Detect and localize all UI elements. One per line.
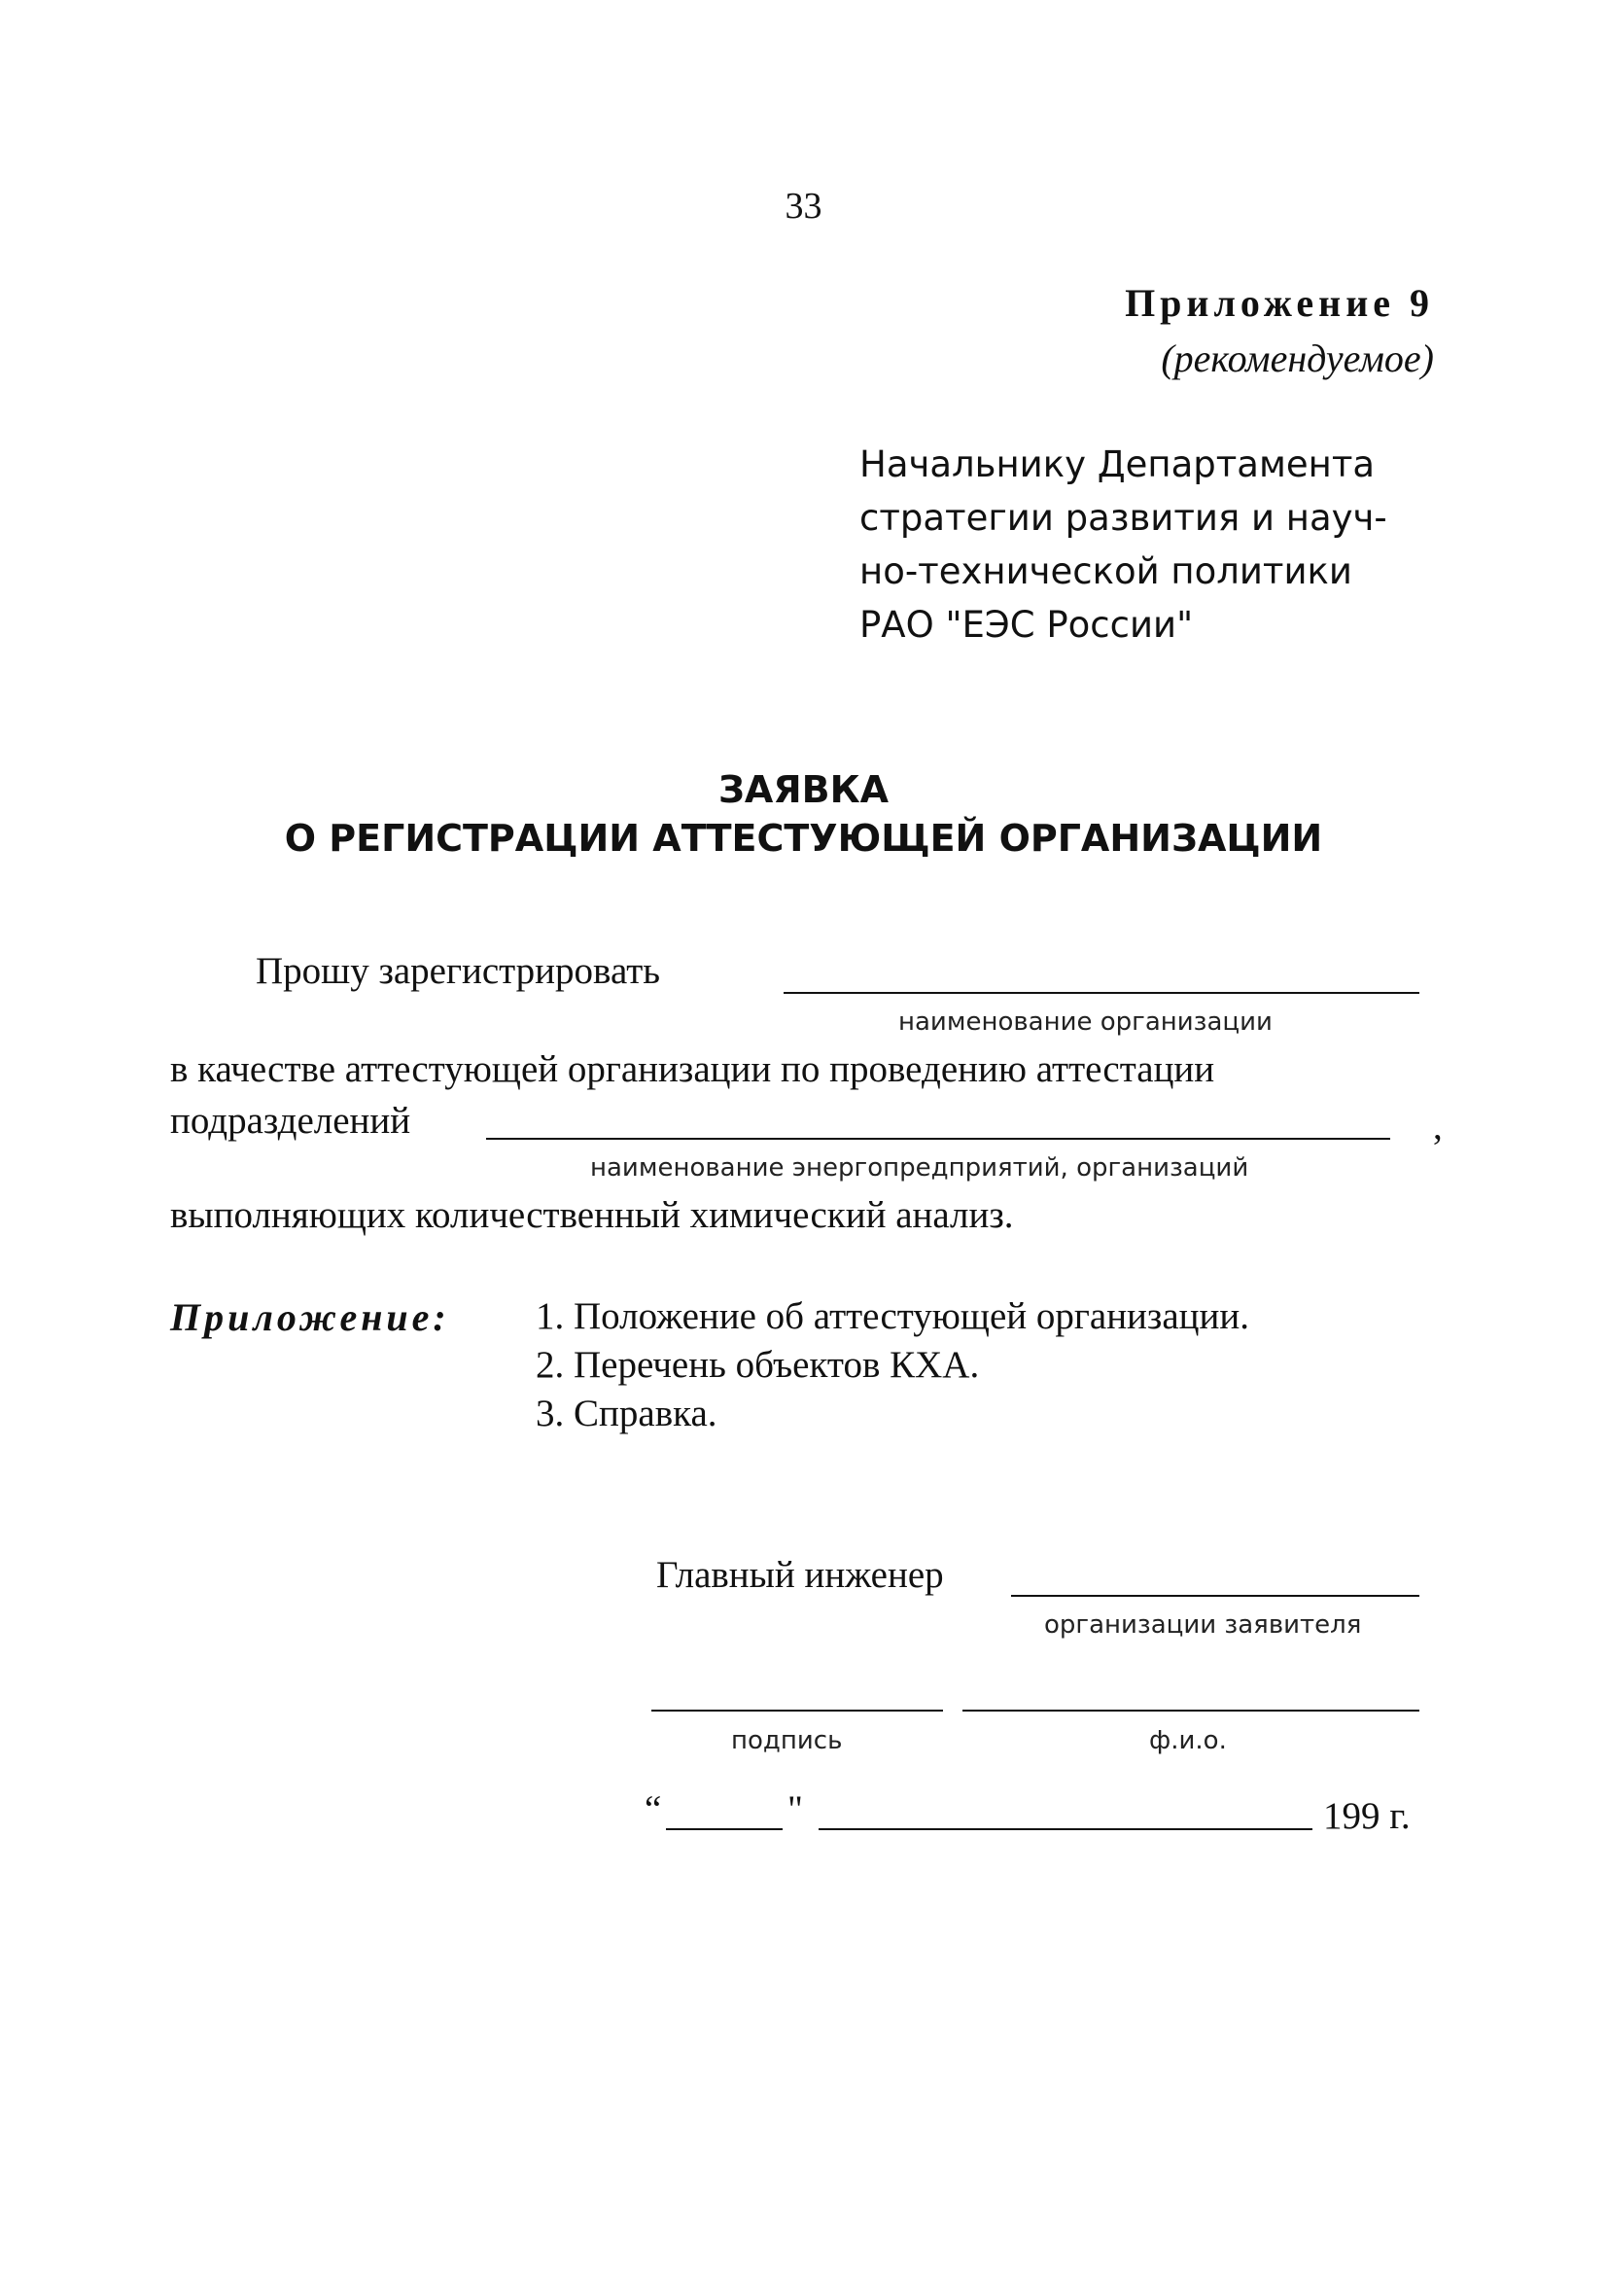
signature-caption: подпись: [731, 1726, 843, 1755]
request-line-2: в качестве аттестующей организации по проведению аттестации: [170, 1048, 1215, 1090]
chief-engineer-field[interactable]: [1011, 1595, 1419, 1597]
date-open-quote: “: [645, 1788, 662, 1830]
date-year: 199 г.: [1323, 1795, 1411, 1837]
enterprises-name-field[interactable]: [486, 1138, 1390, 1140]
appendix-note: (рекомендуемое): [1161, 336, 1434, 380]
organization-name-field[interactable]: [784, 992, 1419, 994]
page-number: 33: [785, 186, 822, 227]
applicant-organization-caption: организации заявителя: [1044, 1610, 1362, 1640]
addressee-block: [859, 438, 1387, 652]
addressee-line: стратегии развития и науч-: [859, 497, 1387, 539]
full-name-field[interactable]: [962, 1710, 1419, 1712]
chief-engineer-label: Главный инженер: [656, 1554, 944, 1596]
request-subdivisions: подразделений: [170, 1100, 411, 1142]
document-title: ЗАЯВКА: [717, 768, 890, 811]
enterprises-name-caption: наименование энергопредприятий, организаций: [590, 1153, 1249, 1183]
request-lead: Прошу зарегистрировать: [256, 950, 661, 992]
attachment-item: 3. Справка.: [536, 1393, 717, 1434]
attachment-item: 1. Положение об аттестующей организации.: [536, 1295, 1250, 1337]
signature-field[interactable]: [651, 1710, 943, 1712]
date-day-field[interactable]: [666, 1828, 783, 1830]
request-line-4: выполняющих количественный химический анализ.: [170, 1194, 1014, 1236]
full-name-caption: ф.и.о.: [1149, 1726, 1227, 1755]
addressee-line: Начальнику Департамента: [859, 443, 1376, 485]
date-close-quote: ": [787, 1788, 803, 1830]
appendix-label: Приложение 9: [1125, 281, 1434, 325]
document-subtitle: О РЕГИСТРАЦИИ АТТЕСТУЮЩЕЙ ОРГАНИЗАЦИИ: [284, 817, 1323, 860]
attachment-item: 2. Перечень объектов КХА.: [536, 1344, 980, 1386]
attachments-label: Приложение:: [170, 1295, 450, 1339]
addressee-line: РАО "ЕЭС России": [859, 604, 1194, 646]
organization-name-caption: наименование организации: [898, 1007, 1273, 1037]
comma: ,: [1433, 1106, 1443, 1148]
addressee-line: но-технической политики: [859, 550, 1352, 592]
date-month-field[interactable]: [819, 1828, 1312, 1830]
